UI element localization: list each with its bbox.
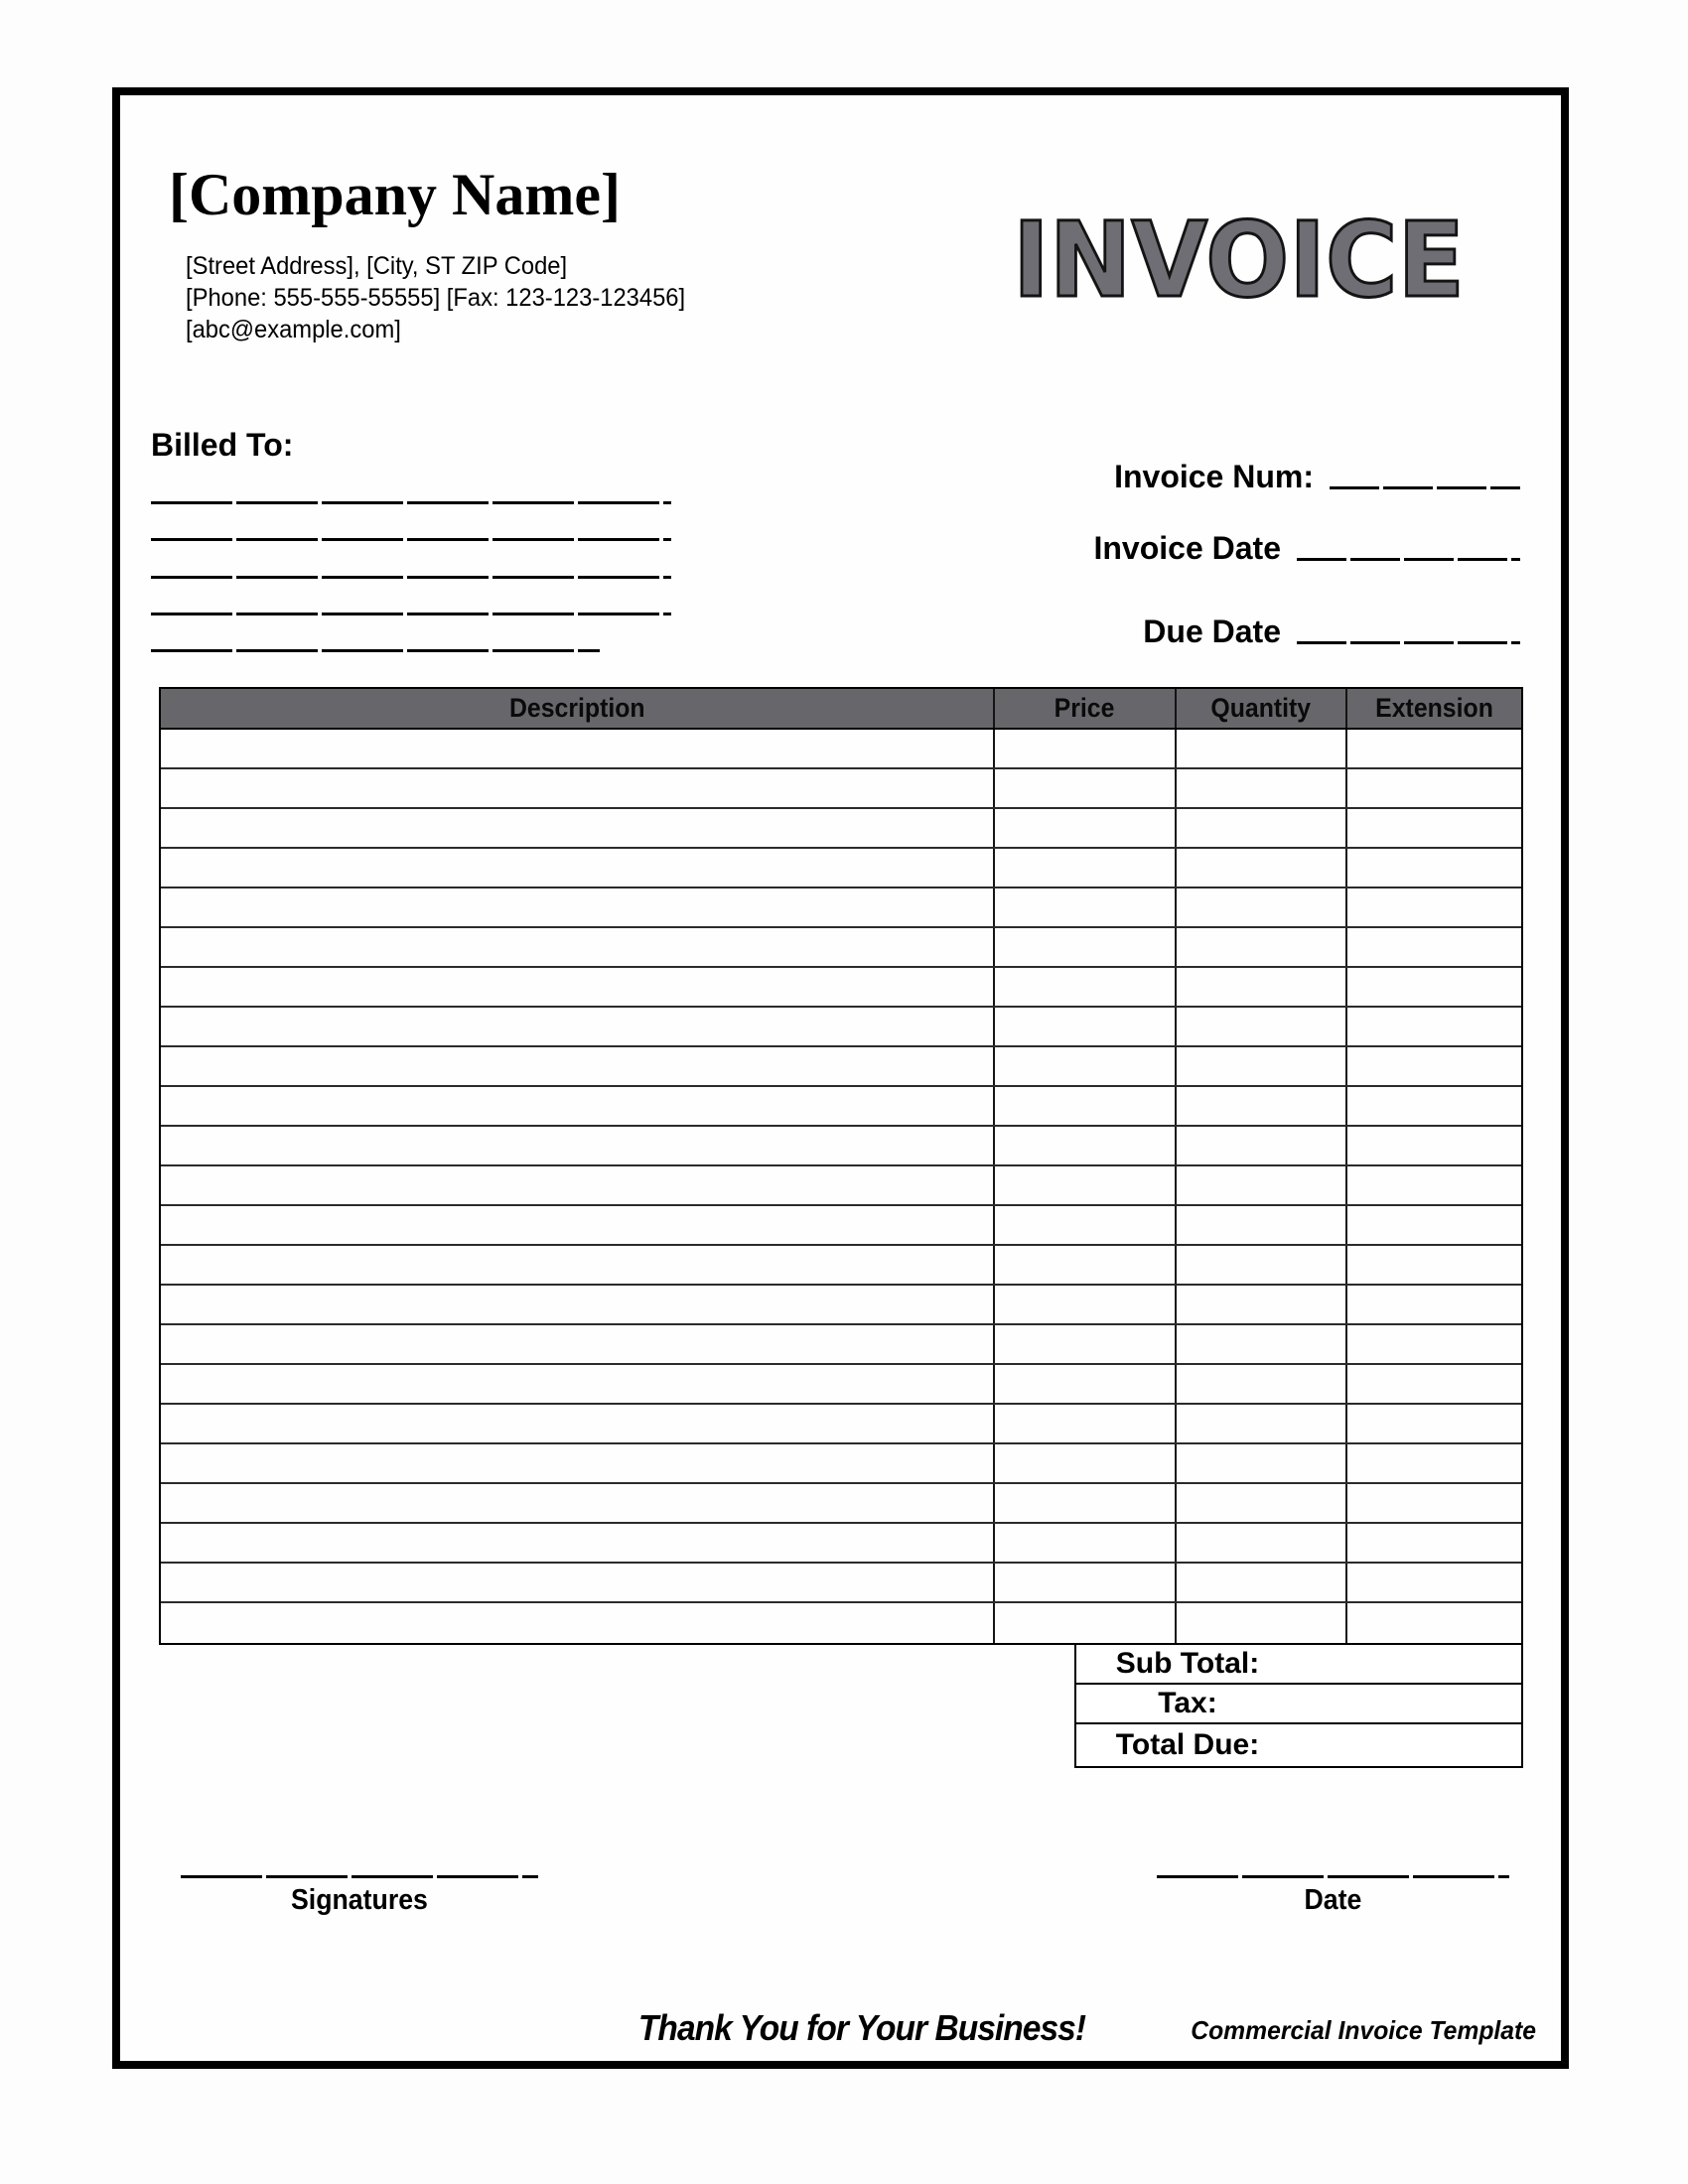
table-cell-extension xyxy=(1347,1524,1521,1562)
table-cell-extension xyxy=(1347,1444,1521,1482)
billed-to-line-5 xyxy=(151,649,600,652)
company-street-address: [Street Address], [City, ST ZIP Code] xyxy=(186,252,568,280)
table-row xyxy=(161,730,1521,769)
due-date-blank-line xyxy=(1297,641,1520,644)
table-cell-quantity xyxy=(1177,1087,1347,1125)
subtotal-label: Sub Total: xyxy=(1115,1647,1260,1680)
table-cell-price xyxy=(995,809,1177,847)
table-row xyxy=(161,1564,1521,1603)
table-cell-description xyxy=(161,1166,995,1204)
column-header-price-label: Price xyxy=(1055,693,1115,723)
billed-to-line-3 xyxy=(151,576,671,579)
table-cell-extension xyxy=(1347,928,1521,966)
column-header-extension xyxy=(1347,689,1521,728)
table-cell-description xyxy=(161,769,995,807)
billed-to-line-2 xyxy=(151,538,671,541)
column-header-quantity-label: Quantity xyxy=(1210,693,1312,723)
table-cell-description xyxy=(161,968,995,1006)
table-cell-quantity xyxy=(1177,1564,1347,1601)
table-cell-description xyxy=(161,888,995,926)
table-cell-description xyxy=(161,730,995,767)
table-row xyxy=(161,1166,1521,1206)
table-cell-price xyxy=(995,1405,1177,1442)
table-cell-description xyxy=(161,1564,995,1601)
table-cell-price xyxy=(995,769,1177,807)
table-cell-description xyxy=(161,1286,995,1323)
column-header-quantity xyxy=(1177,689,1347,728)
date-label-text: Date xyxy=(1304,1884,1362,1916)
thank-you-message: Thank You for Your Business! xyxy=(637,2007,1086,2048)
column-header-price xyxy=(995,689,1177,728)
table-row xyxy=(161,809,1521,849)
date-blank-line xyxy=(1157,1875,1509,1878)
signature-label-text: Signatures xyxy=(291,1884,428,1916)
table-cell-price xyxy=(995,1603,1177,1643)
table-cell-extension xyxy=(1347,730,1521,767)
table-cell-description xyxy=(161,1008,995,1045)
invoice-number-row xyxy=(1043,453,1520,494)
invoice-title xyxy=(996,195,1475,314)
company-address-block xyxy=(186,250,685,345)
table-row xyxy=(161,1286,1521,1325)
table-cell-quantity xyxy=(1177,1047,1347,1085)
table-row xyxy=(161,968,1521,1008)
table-row xyxy=(161,1524,1521,1564)
table-cell-price xyxy=(995,1087,1177,1125)
table-cell-price xyxy=(995,1047,1177,1085)
invoice-date-label: Invoice Date xyxy=(1093,529,1281,566)
table-cell-extension xyxy=(1347,1206,1521,1244)
billed-to-label: Billed To: xyxy=(151,427,294,463)
table-cell-description xyxy=(161,1206,995,1244)
table-cell-quantity xyxy=(1177,1127,1347,1164)
table-cell-description xyxy=(161,1127,995,1164)
items-table-body xyxy=(161,730,1521,1643)
table-cell-extension xyxy=(1347,1325,1521,1363)
table-row xyxy=(161,1603,1521,1643)
table-cell-extension xyxy=(1347,1087,1521,1125)
table-cell-extension xyxy=(1347,1484,1521,1522)
table-cell-price xyxy=(995,888,1177,926)
table-cell-quantity xyxy=(1177,968,1347,1006)
table-cell-extension xyxy=(1347,1286,1521,1323)
table-row xyxy=(161,1484,1521,1524)
table-row xyxy=(161,769,1521,809)
table-cell-quantity xyxy=(1177,1246,1347,1284)
summary-box xyxy=(1074,1643,1523,1768)
date-label xyxy=(1157,1884,1509,1917)
table-cell-extension xyxy=(1347,1564,1521,1601)
tax-row xyxy=(1076,1685,1521,1724)
table-cell-description xyxy=(161,1444,995,1482)
tax-label: Tax: xyxy=(1158,1687,1217,1719)
table-cell-quantity xyxy=(1177,1484,1347,1522)
table-cell-quantity xyxy=(1177,1405,1347,1442)
table-cell-quantity xyxy=(1177,928,1347,966)
table-cell-extension xyxy=(1347,1246,1521,1284)
table-cell-description xyxy=(161,1325,995,1363)
signature-label xyxy=(181,1884,538,1917)
invoice-number-blank-line xyxy=(1330,486,1520,489)
table-row xyxy=(161,1087,1521,1127)
table-row xyxy=(161,1206,1521,1246)
table-cell-quantity xyxy=(1177,1444,1347,1482)
subtotal-row xyxy=(1076,1645,1521,1685)
table-row xyxy=(161,1127,1521,1166)
table-cell-description xyxy=(161,1484,995,1522)
table-cell-price xyxy=(995,730,1177,767)
table-cell-price xyxy=(995,1325,1177,1363)
table-cell-description xyxy=(161,1405,995,1442)
table-row xyxy=(161,1047,1521,1087)
signature-blank-line xyxy=(181,1875,538,1878)
table-cell-price xyxy=(995,1564,1177,1601)
table-cell-description xyxy=(161,1603,995,1643)
table-cell-quantity xyxy=(1177,1603,1347,1643)
invoice-date-blank-line xyxy=(1297,558,1520,561)
table-cell-price xyxy=(995,849,1177,887)
table-cell-extension xyxy=(1347,849,1521,887)
table-cell-price xyxy=(995,928,1177,966)
billed-to-line-1 xyxy=(151,501,671,504)
table-cell-extension xyxy=(1347,1405,1521,1442)
table-cell-quantity xyxy=(1177,1008,1347,1045)
table-row xyxy=(161,1444,1521,1484)
table-cell-description xyxy=(161,1524,995,1562)
table-cell-quantity xyxy=(1177,1206,1347,1244)
table-cell-price xyxy=(995,1246,1177,1284)
table-cell-extension xyxy=(1347,888,1521,926)
table-cell-price xyxy=(995,1484,1177,1522)
invoice-number-label: Invoice Num: xyxy=(1114,458,1314,494)
table-cell-extension xyxy=(1347,1047,1521,1085)
table-cell-description xyxy=(161,849,995,887)
table-row xyxy=(161,928,1521,968)
table-cell-price xyxy=(995,968,1177,1006)
company-phone-fax: [Phone: 555-555-55555] [Fax: 123-123-123456] xyxy=(186,284,686,312)
table-cell-extension xyxy=(1347,1365,1521,1403)
table-row xyxy=(161,1246,1521,1286)
column-header-description-label: Description xyxy=(508,693,645,723)
column-header-extension-label: Extension xyxy=(1375,693,1493,723)
table-cell-extension xyxy=(1347,809,1521,847)
table-cell-quantity xyxy=(1177,769,1347,807)
table-cell-price xyxy=(995,1365,1177,1403)
table-row xyxy=(161,1008,1521,1047)
table-cell-extension xyxy=(1347,1008,1521,1045)
table-row xyxy=(161,888,1521,928)
table-cell-price xyxy=(995,1008,1177,1045)
table-cell-extension xyxy=(1347,769,1521,807)
items-table-header-row xyxy=(161,689,1521,730)
table-cell-price xyxy=(995,1286,1177,1323)
table-cell-quantity xyxy=(1177,1325,1347,1363)
table-cell-price xyxy=(995,1127,1177,1164)
company-email: [abc@example.com] xyxy=(186,316,401,343)
due-date-label: Due Date xyxy=(1143,613,1281,649)
table-cell-extension xyxy=(1347,968,1521,1006)
table-cell-quantity xyxy=(1177,1524,1347,1562)
table-cell-description xyxy=(161,1087,995,1125)
table-row xyxy=(161,1365,1521,1405)
table-cell-price xyxy=(995,1206,1177,1244)
table-cell-quantity xyxy=(1177,849,1347,887)
table-cell-price xyxy=(995,1166,1177,1204)
total-due-row xyxy=(1076,1724,1521,1766)
invoice-title-text: INVOICE xyxy=(1013,200,1465,314)
table-cell-quantity xyxy=(1177,888,1347,926)
template-name-label: Commercial Invoice Template xyxy=(1191,2015,1536,2045)
table-cell-price xyxy=(995,1444,1177,1482)
table-cell-quantity xyxy=(1177,730,1347,767)
table-cell-description xyxy=(161,1047,995,1085)
table-cell-quantity xyxy=(1177,1166,1347,1204)
company-name: [Company Name] xyxy=(169,162,621,227)
items-table xyxy=(159,687,1523,1645)
table-cell-description xyxy=(161,809,995,847)
table-cell-description xyxy=(161,1246,995,1284)
table-cell-description xyxy=(161,1365,995,1403)
table-cell-description xyxy=(161,928,995,966)
table-cell-price xyxy=(995,1524,1177,1562)
table-row xyxy=(161,849,1521,888)
table-row xyxy=(161,1325,1521,1365)
total-due-label: Total Due: xyxy=(1115,1728,1260,1761)
table-cell-quantity xyxy=(1177,1365,1347,1403)
due-date-row xyxy=(1043,608,1520,649)
column-header-description xyxy=(161,689,995,728)
table-cell-quantity xyxy=(1177,1286,1347,1323)
table-cell-quantity xyxy=(1177,809,1347,847)
billed-to-line-4 xyxy=(151,613,671,615)
table-cell-extension xyxy=(1347,1166,1521,1204)
table-cell-extension xyxy=(1347,1127,1521,1164)
table-row xyxy=(161,1405,1521,1444)
invoice-date-row xyxy=(1043,524,1520,566)
table-cell-extension xyxy=(1347,1603,1521,1643)
